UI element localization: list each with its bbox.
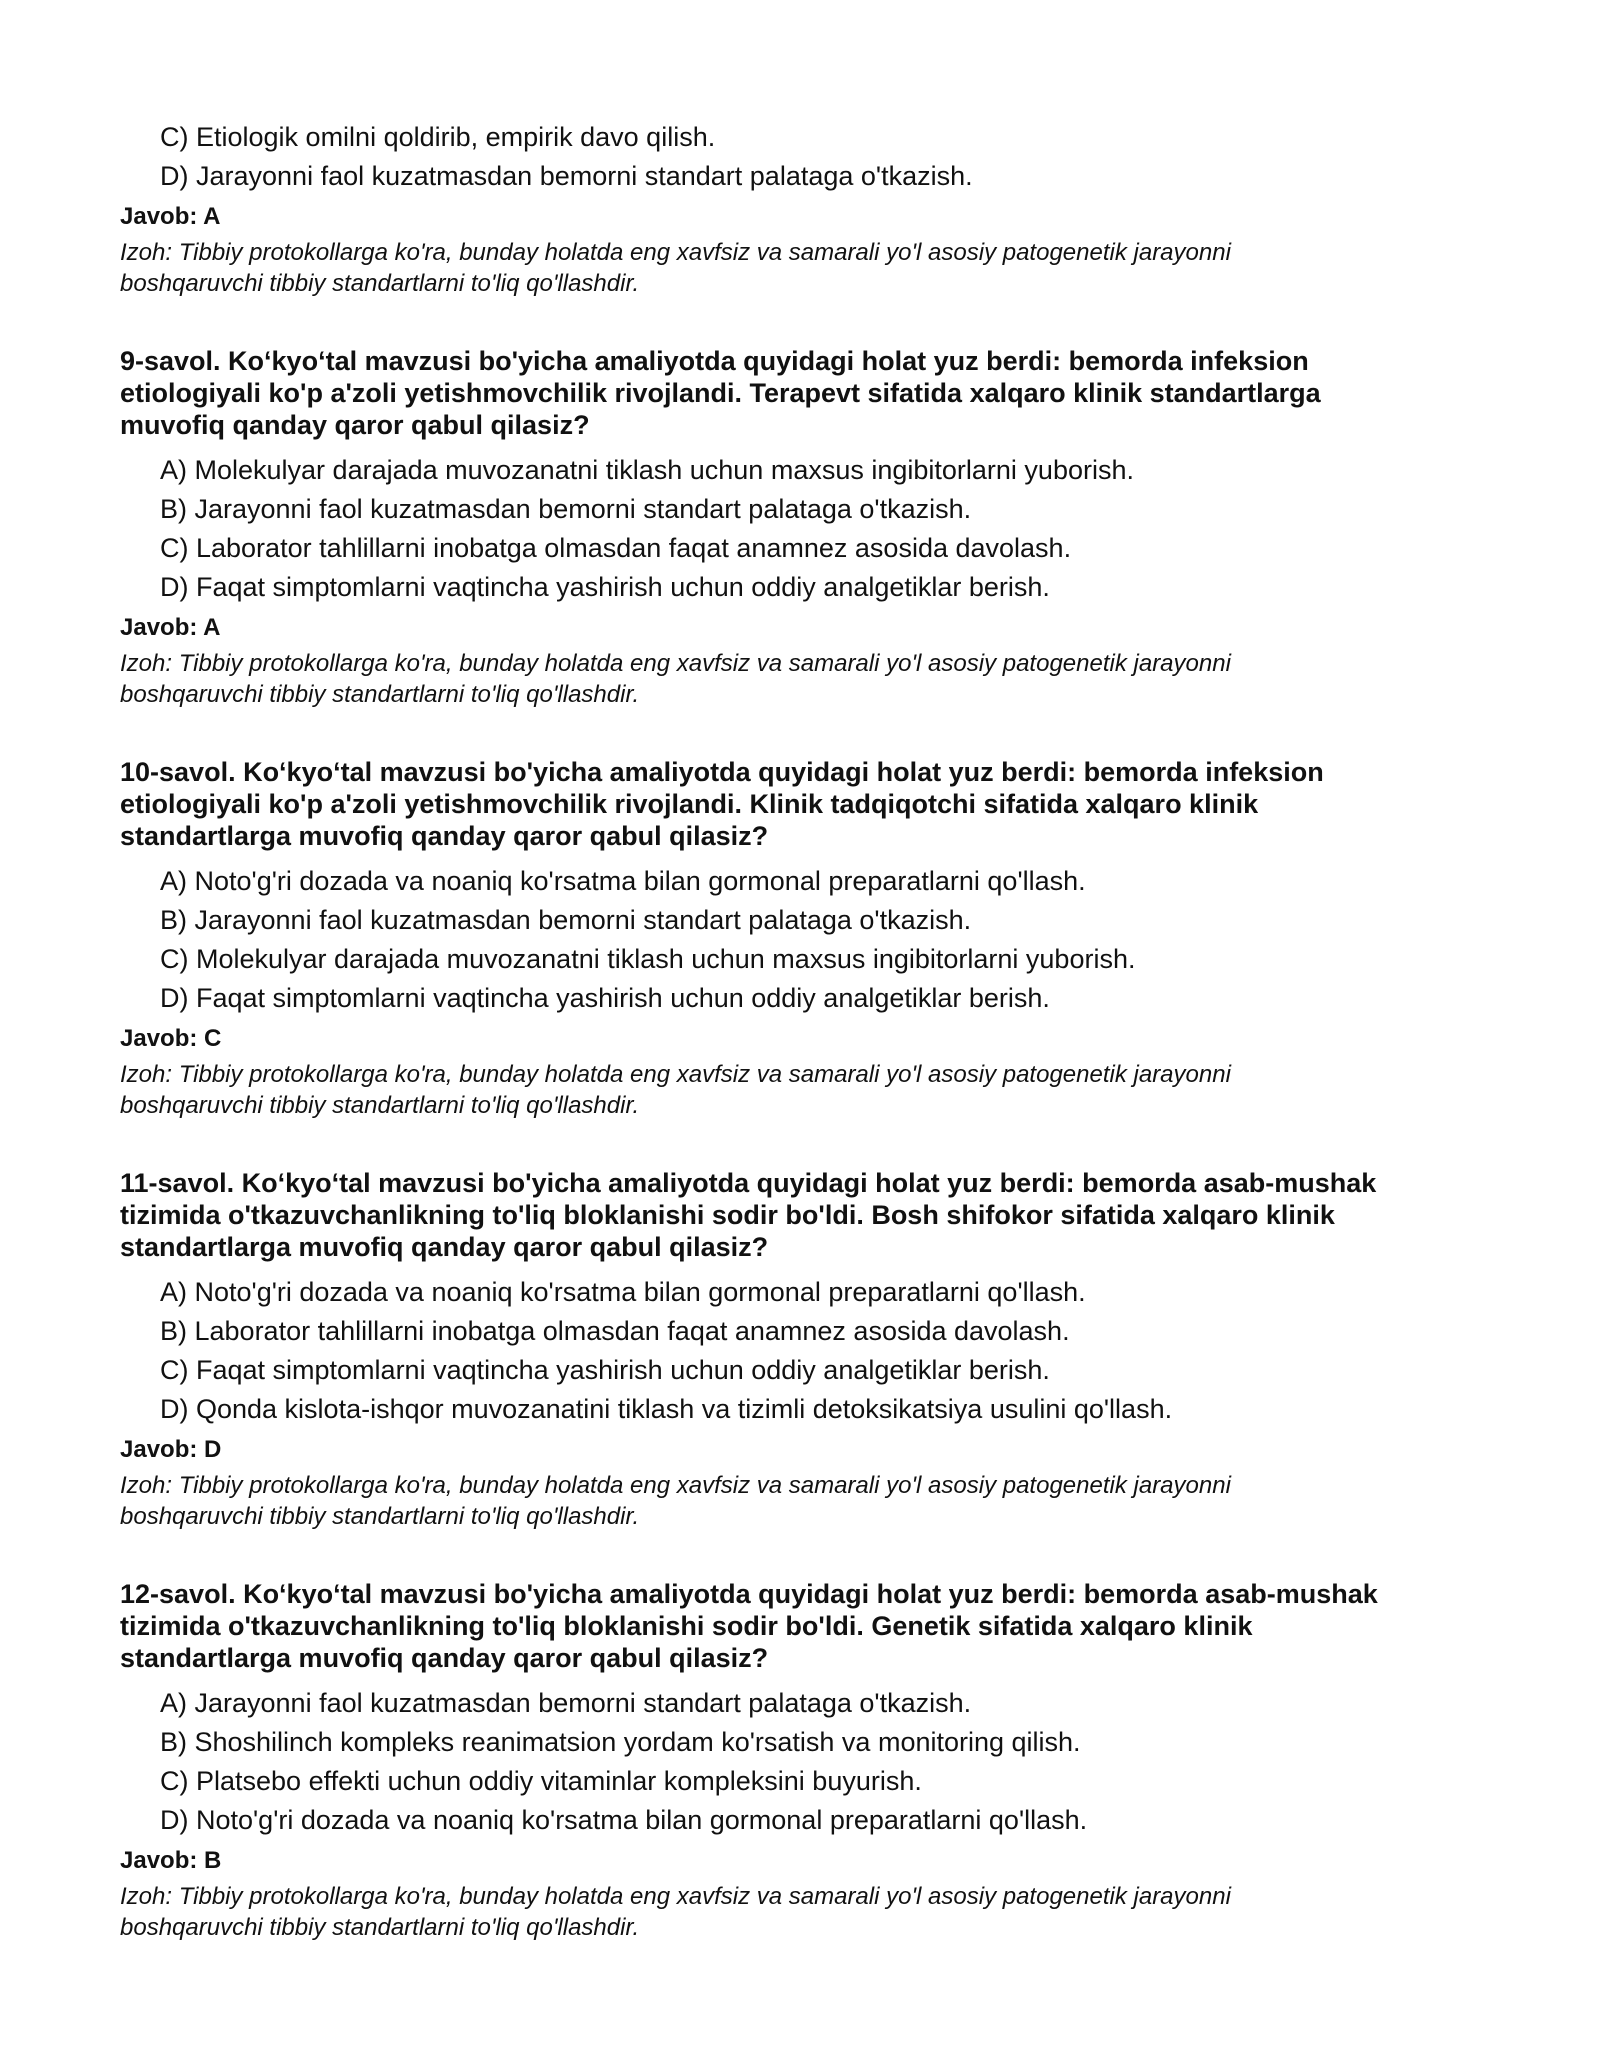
answer-option-c: C) Molekulyar darajada muvozanatni tiklash uchun maxsus ingibitorlarni yuborish. bbox=[160, 944, 1136, 974]
answer-option-b: B) Jarayonni faol kuzatmasdan bemorni standart palataga o'tkazish. bbox=[160, 905, 972, 935]
question-line: standartlarga muvofiq qanday qaror qabul qilasiz? bbox=[120, 1232, 769, 1262]
explanation-line: Izoh: Tibbiy protokollarga ko'ra, bunday holatda eng xavfsiz va samarali yo'l asosiy patogenetik jarayonni bbox=[120, 650, 1231, 677]
question-line: standartlarga muvofiq qanday qaror qabul qilasiz? bbox=[120, 821, 769, 851]
answer-option-c: C) Faqat simptomlarni vaqtincha yashirish uchun oddiy analgetiklar berish. bbox=[160, 1355, 1050, 1385]
answer-option-c: C) Etiologik omilni qoldirib, empirik davo qilish. bbox=[160, 122, 716, 152]
question-line: etiologiyali ko'p a'zoli yetishmovchilik rivojlandi. Klinik tadqiqotchi sifatida xalqaro klinik bbox=[120, 789, 1259, 819]
answer-option-b: B) Shoshilinch kompleks reanimatsion yordam ko'rsatish va monitoring qilish. bbox=[160, 1727, 1081, 1757]
answer-option-d: D) Faqat simptomlarni vaqtincha yashirish uchun oddiy analgetiklar berish. bbox=[160, 572, 1050, 602]
question-9 bbox=[120, 345, 1500, 710]
correct-answer: Javob: D bbox=[120, 1436, 222, 1463]
question-12 bbox=[120, 1578, 1500, 1943]
explanation-note bbox=[120, 648, 1500, 710]
question-line: etiologiyali ko'p a'zoli yetishmovchilik rivojlandi. Terapevt sifatida xalqaro klinik standartlarga bbox=[120, 378, 1321, 408]
answer-option-b: B) Laborator tahlillarni inobatga olmasdan faqat anamnez asosida davolash. bbox=[160, 1316, 1070, 1346]
correct-answer: Javob: A bbox=[120, 614, 221, 641]
answer-option-a: A) Noto'g'ri dozada va noaniq ko'rsatma bilan gormonal preparatlarni qo'llash. bbox=[160, 1277, 1086, 1307]
question-text bbox=[120, 756, 1500, 852]
question-line: muvofiq qanday qaror qabul qilasiz? bbox=[120, 410, 590, 440]
answer-option-c: C) Laborator tahlillarni inobatga olmasdan faqat anamnez asosida davolash. bbox=[160, 533, 1072, 563]
explanation-line: Izoh: Tibbiy protokollarga ko'ra, bunday holatda eng xavfsiz va samarali yo'l asosiy patogenetik jarayonni bbox=[120, 239, 1231, 266]
answer-option-d: D) Jarayonni faol kuzatmasdan bemorni standart palataga o'tkazish. bbox=[160, 161, 973, 191]
explanation-line: boshqaruvchi tibbiy standartlarni to'liq qo'llashdir. bbox=[120, 1503, 640, 1530]
question-text bbox=[120, 1167, 1500, 1263]
document-page bbox=[120, 118, 1500, 1943]
explanation-line: Izoh: Tibbiy protokollarga ko'ra, bunday holatda eng xavfsiz va samarali yo'l asosiy patogenetik jarayonni bbox=[120, 1883, 1231, 1910]
question-10 bbox=[120, 756, 1500, 1121]
question-line: tizimida o'tkazuvchanlikning to'liq bloklanishi sodir bo'ldi. Genetik sifatida xalqaro klinik bbox=[120, 1611, 1253, 1641]
question-line: 11-savol. Ko‘kyo‘tal mavzusi bo'yicha amaliyotda quyidagi holat yuz berdi: bemorda asab-mushak bbox=[120, 1168, 1377, 1198]
explanation-line: boshqaruvchi tibbiy standartlarni to'liq qo'llashdir. bbox=[120, 1092, 640, 1119]
explanation-note bbox=[120, 1881, 1500, 1943]
question-line: 12-savol. Ko‘kyo‘tal mavzusi bo'yicha amaliyotda quyidagi holat yuz berdi: bemorda asab-mushak bbox=[120, 1579, 1378, 1609]
correct-answer: Javob: A bbox=[120, 203, 221, 230]
continued-question bbox=[120, 118, 1500, 299]
answer-option-a: A) Jarayonni faol kuzatmasdan bemorni standart palataga o'tkazish. bbox=[160, 1688, 972, 1718]
explanation-line: boshqaruvchi tibbiy standartlarni to'liq qo'llashdir. bbox=[120, 681, 640, 708]
explanation-line: Izoh: Tibbiy protokollarga ko'ra, bunday holatda eng xavfsiz va samarali yo'l asosiy patogenetik jarayonni bbox=[120, 1061, 1231, 1088]
correct-answer: Javob: C bbox=[120, 1025, 222, 1052]
explanation-line: Izoh: Tibbiy protokollarga ko'ra, bunday holatda eng xavfsiz va samarali yo'l asosiy patogenetik jarayonni bbox=[120, 1472, 1231, 1499]
answer-option-d: D) Qonda kislota-ishqor muvozanatini tiklash va tizimli detoksikatsiya usulini qo'llash. bbox=[160, 1394, 1173, 1424]
question-text bbox=[120, 1578, 1500, 1674]
answer-option-a: A) Molekulyar darajada muvozanatni tiklash uchun maxsus ingibitorlarni yuborish. bbox=[160, 455, 1134, 485]
explanation-note bbox=[120, 1059, 1500, 1121]
correct-answer: Javob: B bbox=[120, 1847, 222, 1874]
answer-option-d: D) Noto'g'ri dozada va noaniq ko'rsatma bilan gormonal preparatlarni qo'llash. bbox=[160, 1805, 1088, 1835]
answer-option-d: D) Faqat simptomlarni vaqtincha yashirish uchun oddiy analgetiklar berish. bbox=[160, 983, 1050, 1013]
answer-option-a: A) Noto'g'ri dozada va noaniq ko'rsatma bilan gormonal preparatlarni qo'llash. bbox=[160, 866, 1086, 896]
question-line: standartlarga muvofiq qanday qaror qabul qilasiz? bbox=[120, 1643, 769, 1673]
answer-option-c: C) Platsebo effekti uchun oddiy vitaminlar kompleksini buyurish. bbox=[160, 1766, 922, 1796]
explanation-note bbox=[120, 1470, 1500, 1532]
question-text bbox=[120, 345, 1500, 441]
question-line: tizimida o'tkazuvchanlikning to'liq bloklanishi sodir bo'ldi. Bosh shifokor sifatida xalqaro klinik bbox=[120, 1200, 1335, 1230]
explanation-note bbox=[120, 237, 1500, 299]
question-line: 9-savol. Ko‘kyo‘tal mavzusi bo'yicha amaliyotda quyidagi holat yuz berdi: bemorda infeksion bbox=[120, 346, 1309, 376]
answer-option-b: B) Jarayonni faol kuzatmasdan bemorni standart palataga o'tkazish. bbox=[160, 494, 972, 524]
question-11 bbox=[120, 1167, 1500, 1532]
question-line: 10-savol. Ko‘kyo‘tal mavzusi bo'yicha amaliyotda quyidagi holat yuz berdi: bemorda infeksion bbox=[120, 757, 1324, 787]
explanation-line: boshqaruvchi tibbiy standartlarni to'liq qo'llashdir. bbox=[120, 1914, 640, 1941]
explanation-line: boshqaruvchi tibbiy standartlarni to'liq qo'llashdir. bbox=[120, 270, 640, 297]
